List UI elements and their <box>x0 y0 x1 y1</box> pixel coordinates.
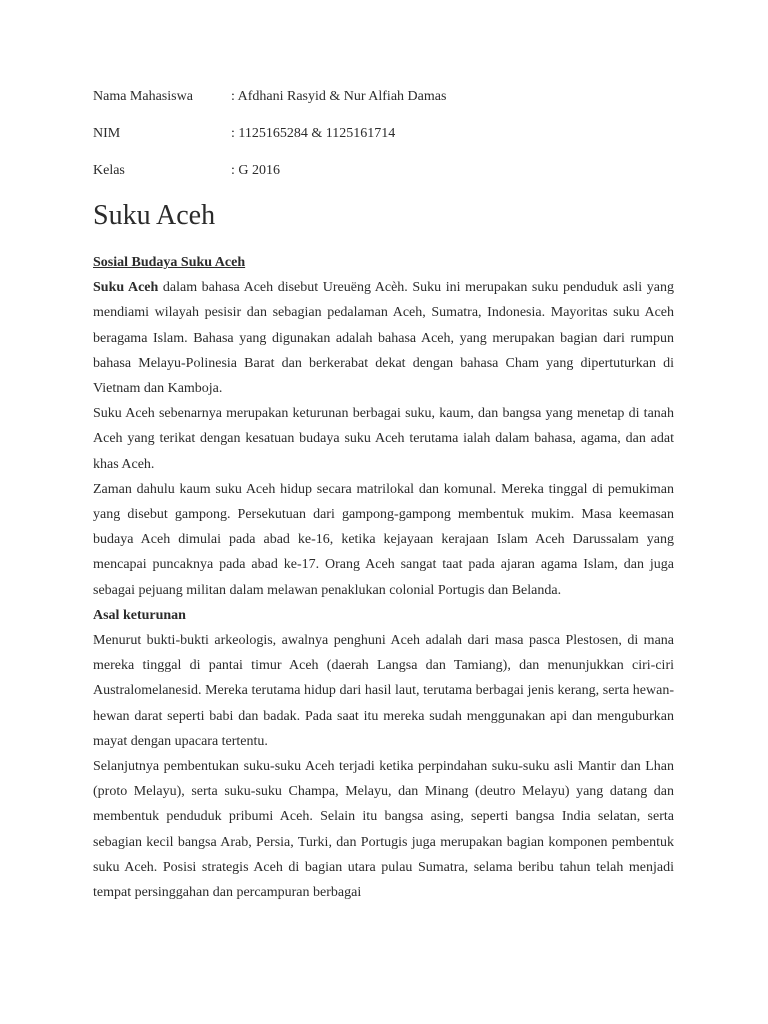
student-name-row <box>93 88 446 106</box>
paragraph-text: dalam bahasa Aceh disebut Ureuëng Acèh. Suku ini merupakan suku penduduk asli yang mendiami wilayah pesisir dan sebagian pedalaman Aceh, Sumatra, Indonesia. Mayoritas suku Aceh beragama Islam. Bahasa yang digunakan adalah bahasa Aceh, yang merupakan bagian dari rumpun bahasa Melayu-Polinesia Barat dan berkerabat dekat dengan bahasa Cham yang dipertuturkan di Vietnam dan Kamboja. <box>93 280 675 397</box>
paragraph <box>93 275 674 401</box>
section-heading-asal-keturunan: Asal keturunan <box>93 607 186 623</box>
paragraph: Menurut bukti-bukti arkeologis, awalnya penghuni Aceh adalah dari masa pasca Plestosen, di mana mereka tinggal di pantai timur Aceh (daerah Langsa dan Tamiang), dan menunjukkan ciri-ciri Australomelanesid. Mereka terutama hidup dari hasil laut, terutama berbagai jenis kerang, serta hewan-hewan darat seperti babi dan badak. Pada saat itu mereka sudah menggunakan api dan menguburkan mayat dengan upacara tertentu. <box>93 633 674 749</box>
class-label: Kelas <box>93 163 125 178</box>
document-title: Suku Aceh <box>93 200 216 231</box>
paragraph-lead-term: Suku Aceh <box>93 280 159 296</box>
class-row <box>93 162 280 180</box>
paragraph: Suku Aceh sebenarnya merupakan keturunan berbagai suku, kaum, dan bangsa yang menetap di tanah Aceh yang terikat dengan kesatuan budaya suku Aceh terutama ialah dalam bahasa, agama, dan adat khas Aceh. <box>93 406 674 472</box>
nim-label: NIM <box>93 126 121 141</box>
paragraph: Zaman dahulu kaum suku Aceh hidup secara matrilokal dan komunal. Mereka tinggal di pemukiman yang disebut gampong. Persekutuan dari gampong-gampong membentuk mukim. Masa keemasan budaya Aceh dimulai pada abad ke-16, ketika kejayaan kerajaan Islam Aceh Darussalam yang mencapai puncaknya pada abad ke-17. Orang Aceh sangat taat pada ajaran agama Islam, dan juga sebagai pejuang militan dalam melawan penaklukan colonial Portugis dan Belanda. <box>93 481 674 598</box>
student-name-label: Nama Mahasiswa <box>93 89 193 104</box>
student-name-value: : Afdhani Rasyid & Nur Alfiah Damas <box>231 89 447 104</box>
class-value: : G 2016 <box>231 163 280 178</box>
document-body <box>93 250 674 905</box>
nim-row <box>93 125 395 143</box>
paragraph: Selanjutnya pembentukan suku-suku Aceh terjadi ketika perpindahan suku-suku asli Mantir dan Lhan (proto Melayu), serta suku-suku Champa, Melayu, dan Minang (deutro Melayu) yang datang dan membentuk penduduk pribumi Aceh. Selain itu bangsa asing, seperti bangsa India selatan, serta sebagian kecil bangsa Arab, Persia, Turki, dan Portugis juga merupakan bagian komponen pembentuk suku Aceh. Posisi strategis Aceh di bagian utara pulau Sumatra, selama beribu tahun telah menjadi tempat persinggahan dan percampuran berbagai <box>93 759 674 901</box>
nim-value: : 1125165284 & 1125161714 <box>231 126 396 141</box>
section-heading-sosial-budaya: Sosial Budaya Suku Aceh <box>93 255 246 270</box>
